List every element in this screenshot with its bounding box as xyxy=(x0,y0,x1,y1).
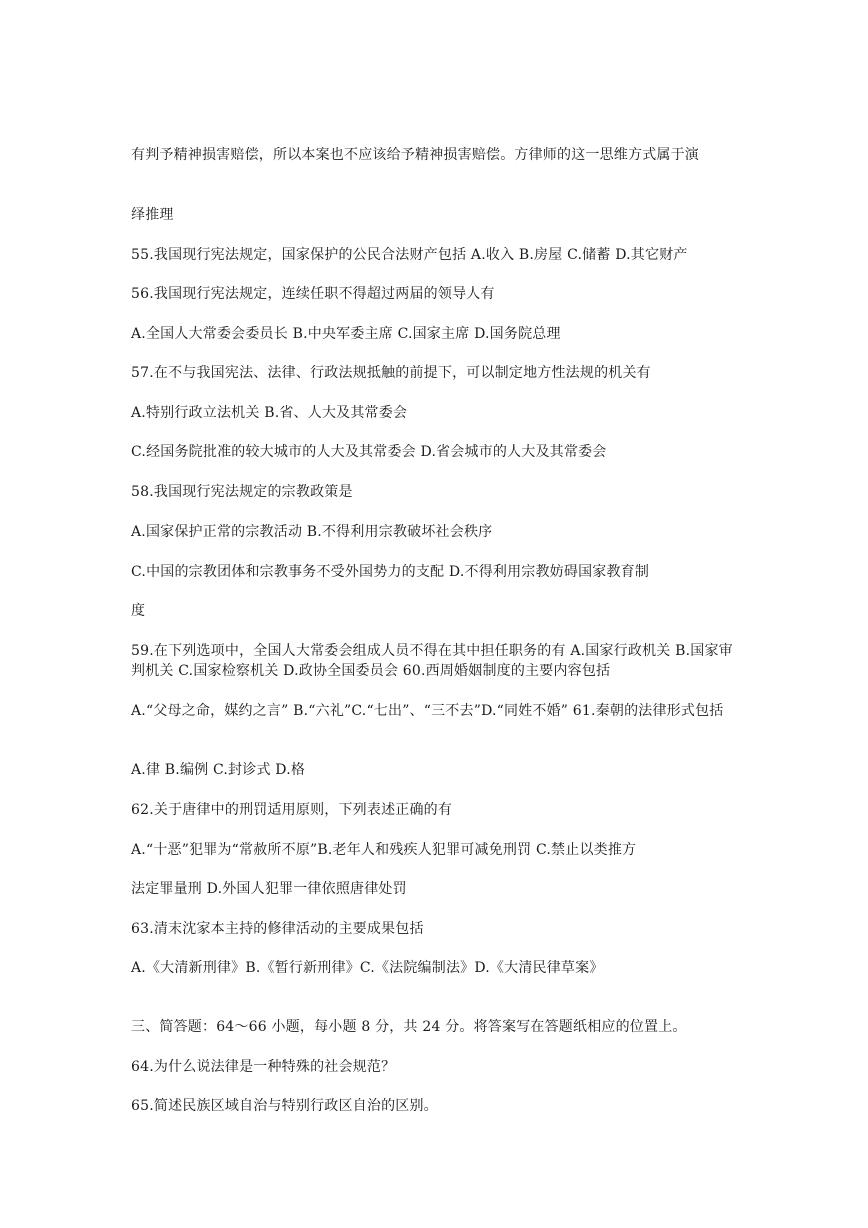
question-65: 65.简述民族区域自治与特别行政区自治的区别。 xyxy=(131,1098,438,1114)
question-58-options-cd: C.中国的宗教团体和宗教事务不受外国势力的支配 D.不得利用宗教妨碍国家教育制 xyxy=(131,564,650,580)
question-57: 57.在不与我国宪法、法律、行政法规抵触的前提下，可以制定地方性法规的机关有 xyxy=(131,365,651,381)
question-59-60: 59.在下列选项中，全国人大常委会组成人员不得在其中担任职务的有 A.国家行政机关 B.国家审判机关 C.国家检察机关 D.政协全国委员会 60.西周婚姻制度的主要内容包括 xyxy=(131,643,733,679)
text-line-reasoning: 绎推理 xyxy=(131,207,174,223)
question-56: 56.我国现行宪法规定，连续任职不得超过两届的领导人有 xyxy=(131,286,495,302)
question-57-options-cd: C.经国务院批准的较大城市的人大及其常委会 D.省会城市的人大及其常委会 xyxy=(131,444,607,460)
question-58: 58.我国现行宪法规定的宗教政策是 xyxy=(131,484,353,500)
question-63-options: A.《大清新刑律》B.《暂行新刑律》C.《法院编制法》D.《大清民律草案》 xyxy=(131,960,604,976)
section-3-heading: 三、简答题：64～66 小题，每小题 8 分，共 24 分。将答案写在答题纸相应的位置上。 xyxy=(131,1019,687,1035)
question-62: 62.关于唐律中的刑罚适用原则，下列表述正确的有 xyxy=(131,802,453,818)
question-62-options-cd: 法定罪量刑 D.外国人犯罪一律依照唐律处罚 xyxy=(131,881,407,897)
question-55: 55.我国现行宪法规定，国家保护的公民合法财产包括 A.收入 B.房屋 C.储蓄 D.其它财产 xyxy=(131,247,688,263)
question-62-options-abc: A.“十恶”犯罪为“常赦所不原”B.老年人和残疾人犯罪可减免刑罚 C.禁止以类推方 xyxy=(131,842,637,858)
question-58-options-ab: A.国家保护正常的宗教活动 B.不得利用宗教破坏社会秩序 xyxy=(131,524,493,540)
question-58-continuation: 度 xyxy=(131,603,146,619)
question-63: 63.清末沈家本主持的修律活动的主要成果包括 xyxy=(131,921,424,937)
question-61-options: A.律 B.编例 C.封诊式 D.格 xyxy=(131,762,306,778)
question-56-options: A.全国人大常委会委员长 B.中央军委主席 C.国家主席 D.国务院总理 xyxy=(131,326,561,342)
question-57-options-ab: A.特别行政立法机关 B.省、人大及其常委会 xyxy=(131,405,408,421)
text-line-continuation: 有判予精神损害赔偿，所以本案也不应该给予精神损害赔偿。方律师的这一思维方式属于演 xyxy=(131,147,699,163)
question-60-options-61: A.“父母之命，媒约之言” B.“六礼”C.“七出”、“三不去”D.“同姓不婚” 61.秦朝的法律形式包括 xyxy=(131,703,724,719)
question-64: 64.为什么说法律是一种特殊的社会规范？ xyxy=(131,1059,396,1075)
